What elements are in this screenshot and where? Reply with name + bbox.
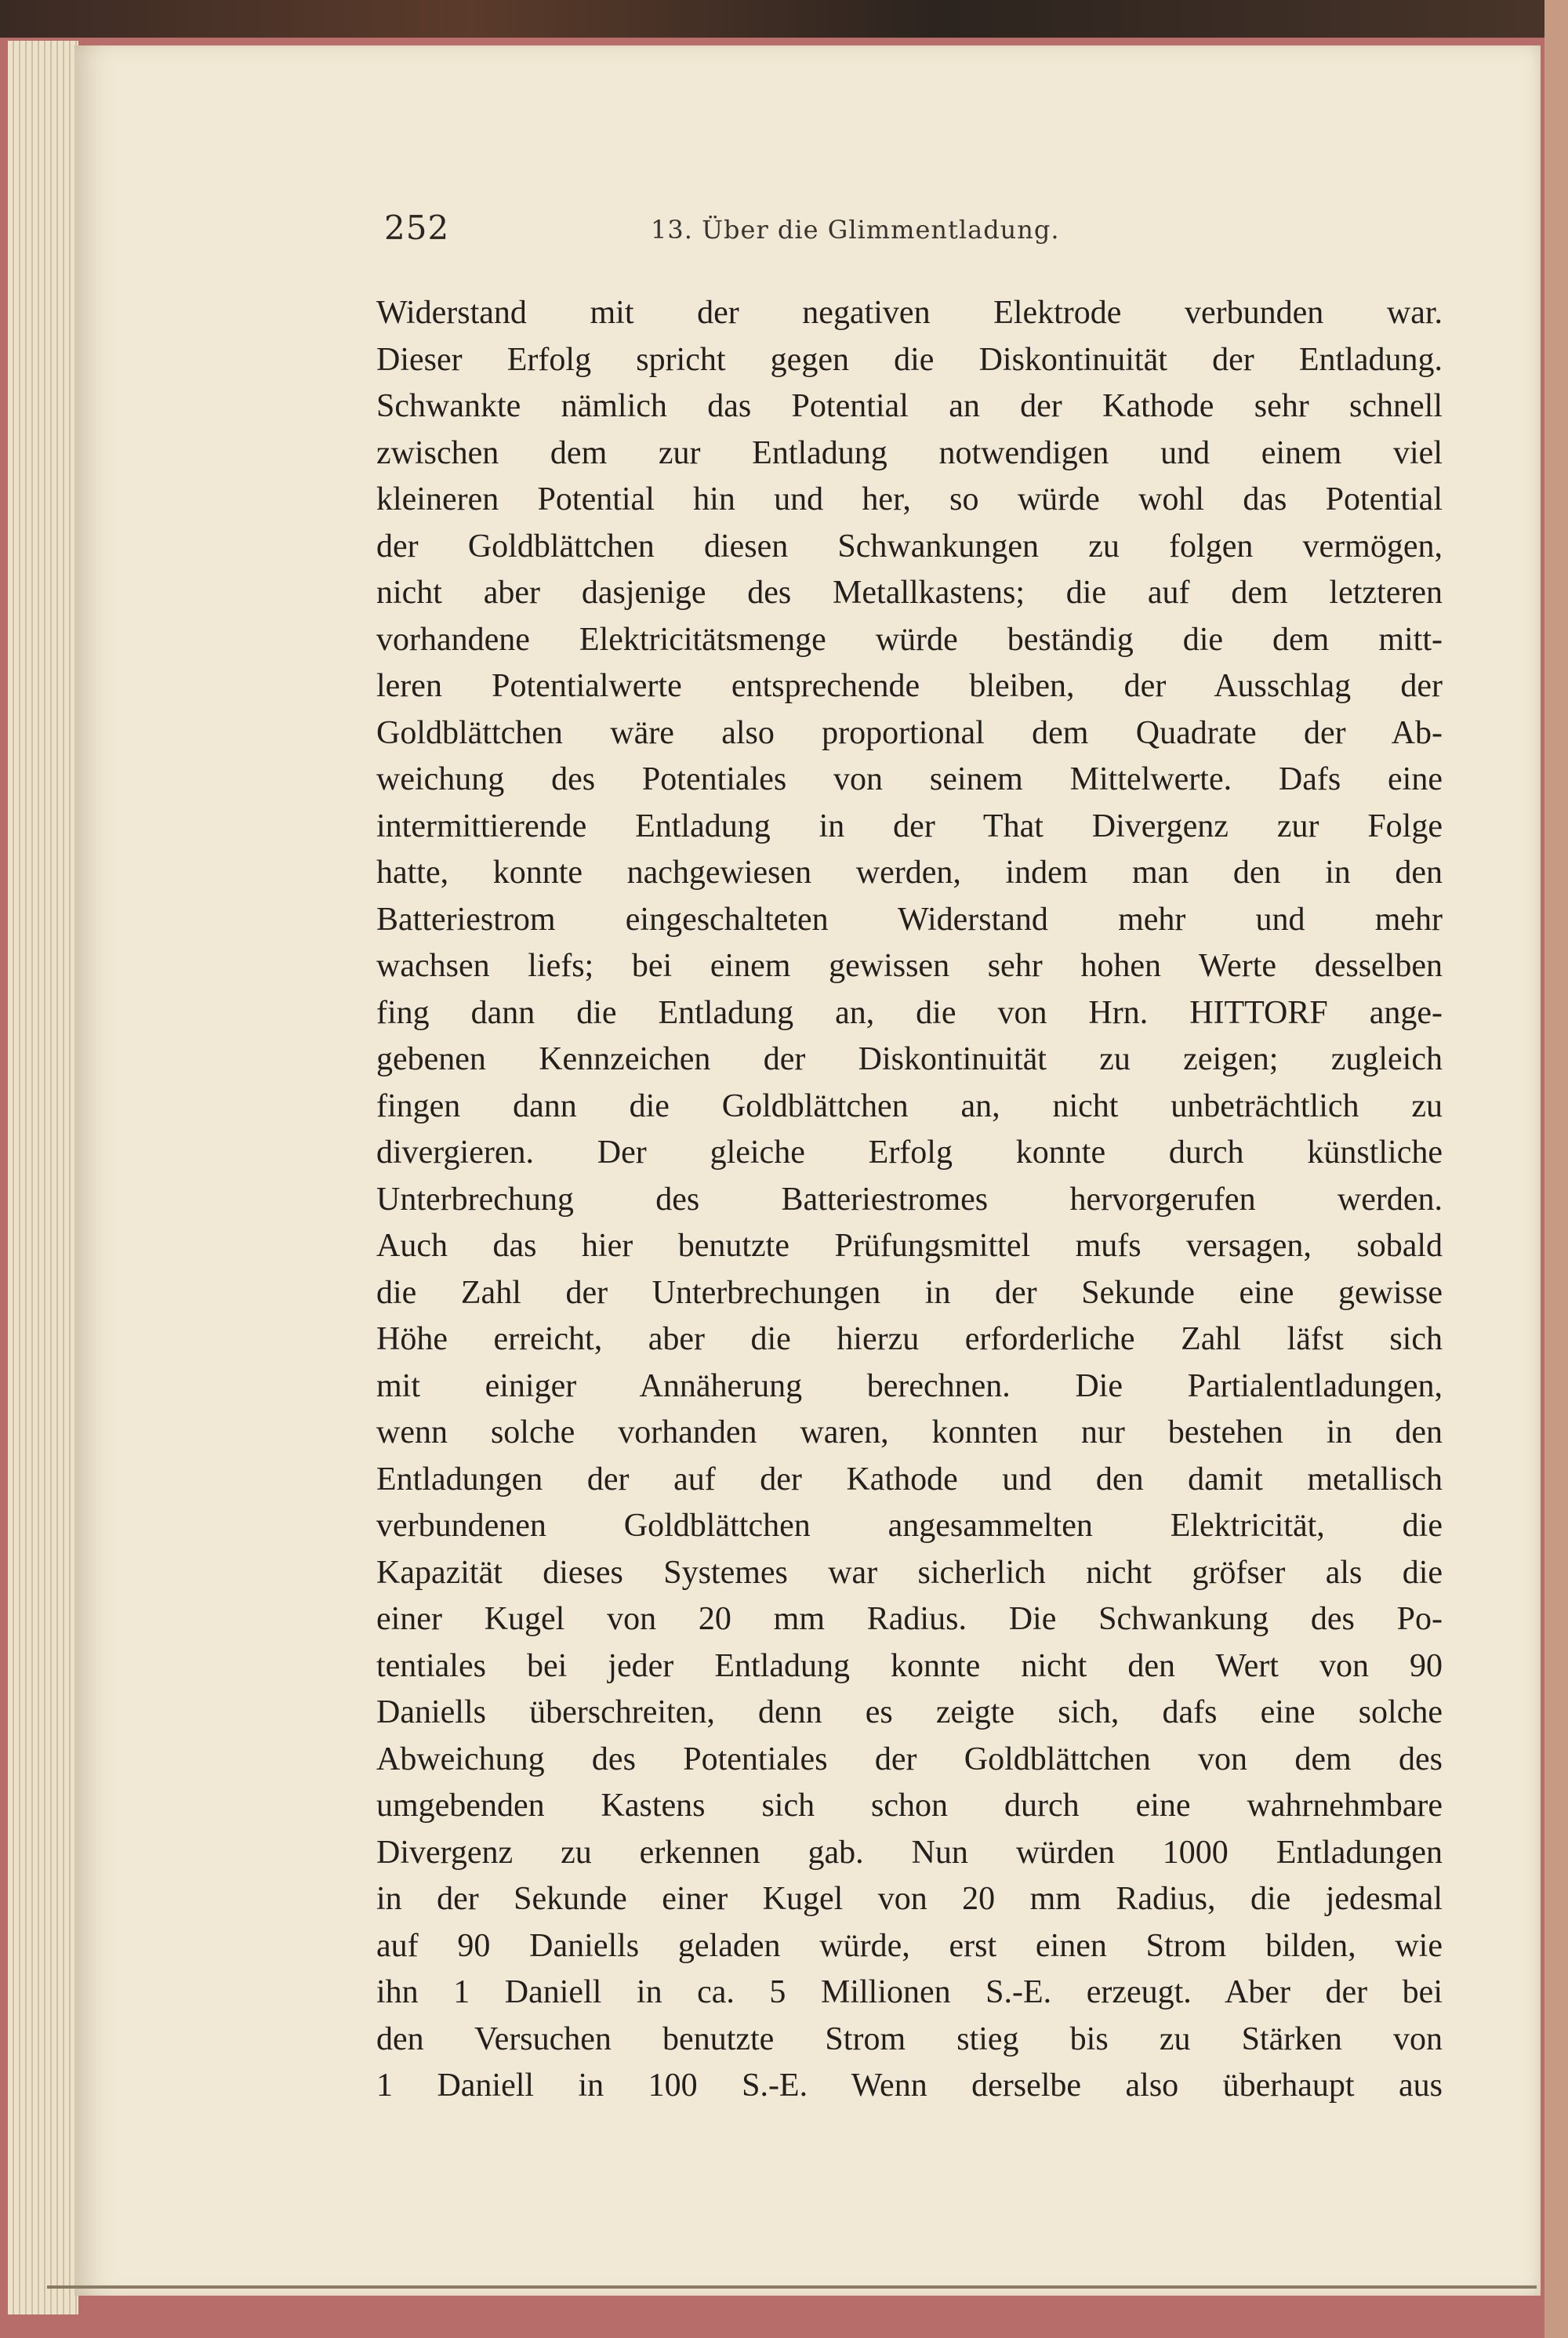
page-number: 252: [384, 209, 450, 247]
text-line: einer Kugel von 20 mm Radius. Die Schwankung des Po-: [376, 1601, 1443, 1637]
text-line: tentiales bei jeder Entladung konnte nicht den Wert von 90: [376, 1647, 1443, 1684]
text-line: intermittierende Entladung in der That Divergenz zur Folge: [376, 808, 1443, 844]
text-line: nicht aber dasjenige des Metallkastens; die auf dem letzteren: [376, 575, 1443, 611]
text-line: mit einiger Annäherung berechnen. Die Partialentladungen,: [376, 1367, 1443, 1404]
text-line: Widerstand mit der negativen Elektrode verbunden war.: [376, 295, 1443, 331]
text-line: Batteriestrom eingeschalteten Widerstand mehr und mehr: [376, 901, 1443, 938]
text-line: Auch das hier benutzte Prüfungsmittel mufs versagen, sobald: [376, 1228, 1443, 1264]
text-line: zwischen dem zur Entladung notwendigen und einem viel: [376, 434, 1443, 471]
text-line: Entladungen der auf der Kathode und den damit metallisch: [376, 1461, 1443, 1498]
text-line: Dieser Erfolg spricht gegen die Diskontinuität der Entladung.: [376, 341, 1443, 378]
text-line: Kapazität dieses Systemes war sicherlich nicht gröfser als die: [376, 1554, 1443, 1591]
book-cover-right: [1544, 0, 1568, 2338]
text-line: gebenen Kennzeichen der Diskontinuität zu zeigen; zugleich: [376, 1041, 1443, 1077]
text-line: fing dann die Entladung an, die von Hrn. HITTORF ange-: [376, 994, 1443, 1031]
running-head: [384, 209, 1168, 256]
text-line: der Goldblättchen diesen Schwankungen zu folgen vermögen,: [376, 528, 1443, 565]
text-line: in der Sekunde einer Kugel von 20 mm Radius, die jedesmal: [376, 1881, 1443, 1917]
text-line: Abweichung des Potentiales der Goldblättchen von dem des: [376, 1741, 1443, 1777]
page-edges: [8, 41, 78, 2314]
text-line: Divergenz zu erkennen gab. Nun würden 1000 Entladungen: [376, 1834, 1443, 1871]
text-line: kleineren Potential hin und her, so würde wohl das Potential: [376, 481, 1443, 517]
text-line: umgebenden Kastens sich schon durch eine wahrnehmbare: [376, 1788, 1443, 1824]
text-line: hatte, konnte nachgewiesen werden, indem man den in den: [376, 855, 1443, 891]
text-line: fingen dann die Goldblättchen an, nicht unbeträchtlich zu: [376, 1087, 1443, 1124]
text-line: Unterbrechung des Batteriestromes hervorgerufen werden.: [376, 1181, 1443, 1218]
text-line: wenn solche vorhanden waren, konnten nur bestehen in den: [376, 1414, 1443, 1450]
text-line: weichung des Potentiales von seinem Mittelwerte. Dafs eine: [376, 761, 1443, 797]
text-line: Schwankte nämlich das Potential an der Kathode sehr schnell: [376, 388, 1443, 424]
text-line: vorhandene Elektricitätsmenge würde beständig die dem mitt-: [376, 621, 1443, 658]
body-text: [376, 290, 1443, 2110]
text-line: leren Potentialwerte entsprechende bleiben, der Ausschlag der: [376, 668, 1443, 704]
running-title: 13. Über die Glimmentladung.: [651, 215, 1060, 245]
text-line: Goldblättchen wäre also proportional dem Quadrate der Ab-: [376, 714, 1443, 751]
text-line: die Zahl der Unterbrechungen in der Sekunde eine gewisse: [376, 1274, 1443, 1311]
text-line: Daniells überschreiten, denn es zeigte sich, dafs eine solche: [376, 1694, 1443, 1730]
text-line: auf 90 Daniells geladen würde, erst einen Strom bilden, wie: [376, 1927, 1443, 1964]
page-bottom-edge: [47, 2285, 1537, 2289]
text-line: 1 Daniell in 100 S.-E. Wenn derselbe also überhaupt aus: [376, 2068, 1443, 2104]
text-line: wachsen liefs; bei einem gewissen sehr hohen Werte desselben: [376, 948, 1443, 984]
text-line: Höhe erreicht, aber die hierzu erforderliche Zahl läfst sich: [376, 1321, 1443, 1357]
text-line: den Versuchen benutzte Strom stieg bis zu Stärken von: [376, 2020, 1443, 2057]
text-line: ihn 1 Daniell in ca. 5 Millionen S.-E. erzeugt. Aber der bei: [376, 1974, 1443, 2010]
text-line: verbundenen Goldblättchen angesammelten Elektricität, die: [376, 1508, 1443, 1544]
text-line: divergieren. Der gleiche Erfolg konnte durch künstliche: [376, 1135, 1443, 1171]
